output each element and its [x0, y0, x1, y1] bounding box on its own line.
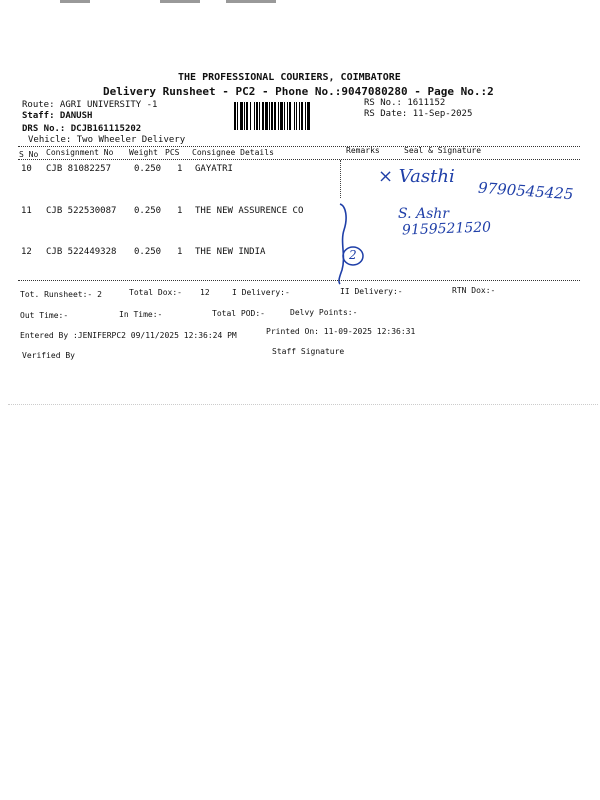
drs-number: DRS No.: DCJB161115202: [22, 124, 142, 134]
tot-runsheet: Tot. Runsheet:- 2: [20, 290, 102, 299]
handwritten-signature-row11: S. Ashr: [398, 206, 449, 222]
row-11-consignee: THE NEW ASSURENCE CO: [195, 206, 304, 216]
row-12-sno: 12: [21, 247, 32, 257]
route-label: Route: AGRI UNIVERSITY -1: [22, 100, 158, 110]
row-10-consignee: GAYATRI: [195, 164, 233, 174]
runsheet-subtitle: Delivery Runsheet - PC2 - Phone No.:9047080280 - Page No.:2: [103, 85, 494, 98]
col-sno: S No: [19, 150, 39, 159]
footer-divider: [18, 280, 580, 281]
row-12-consignee: THE NEW INDIA: [195, 247, 266, 257]
row-12-pcs: 1: [177, 247, 183, 257]
handwritten-phone-row11: 9159521520: [401, 219, 492, 239]
handwritten-phone-row10: 9790545425: [477, 178, 574, 204]
row-11-sno: 11: [21, 206, 32, 216]
rs-number: RS No.: 1611152: [364, 98, 446, 108]
barcode: [234, 102, 360, 130]
row-12-consignment: CJB 522449328: [46, 247, 117, 257]
delvy-points: Delvy Points:-: [290, 308, 358, 317]
total-dox-label: Total Dox:-: [129, 288, 182, 297]
header-divider-bottom: [18, 159, 580, 160]
handwritten-signature-row10: × Vasthi: [378, 166, 455, 187]
col-pcs: PCS: [165, 148, 180, 157]
remarks-divider: [340, 160, 341, 198]
rs-date: RS Date: 11-Sep-2025: [364, 109, 473, 119]
page-bottom-divider: [8, 404, 598, 405]
entered-by: Entered By :JENIFERPC2 09/11/2025 12:36:24 PM: [20, 331, 237, 340]
verified-by: Verified By: [22, 351, 75, 360]
handwritten-bracket-mark: [326, 198, 376, 288]
col-consignment: Consignment No: [46, 148, 114, 157]
vehicle-label: Vehicle: Two Wheeler Delivery: [28, 135, 186, 145]
total-pod: Total POD:-: [212, 309, 265, 318]
row-10-pcs: 1: [177, 164, 183, 174]
row-12-weight: 0.250: [134, 247, 162, 257]
rtn-dox: RTN Dox:-: [452, 286, 496, 295]
printed-on: Printed On: 11-09-2025 12:36:31: [266, 327, 416, 336]
row-11-weight: 0.250: [134, 206, 162, 216]
i-delivery: I Delivery:-: [232, 288, 290, 297]
row-11-consignment: CJB 522530087: [46, 206, 117, 216]
col-consignee: Consignee Details: [192, 148, 274, 157]
header-divider-top: [18, 146, 580, 147]
company-title: THE PROFESSIONAL COURIERS, COIMBATORE: [178, 72, 401, 83]
scan-artifact: [0, 0, 600, 4]
out-time: Out Time:-: [20, 311, 69, 320]
ii-delivery: II Delivery:-: [340, 287, 403, 296]
col-seal-signature: Seal & Signature: [404, 146, 482, 155]
row-11-pcs: 1: [177, 206, 183, 216]
col-remarks: Remarks: [346, 146, 380, 155]
row-10-weight: 0.250: [134, 164, 162, 174]
staff-signature: Staff Signature: [272, 347, 345, 356]
handwritten-count: 2: [349, 248, 357, 262]
row-10-consignment: CJB 81082257: [46, 164, 112, 174]
in-time: In Time:-: [119, 310, 163, 319]
staff-label: Staff: DANUSH: [22, 111, 93, 121]
row-10-sno: 10: [21, 164, 32, 174]
col-weight: Weight: [129, 148, 158, 157]
total-dox-value: 12: [200, 288, 210, 297]
